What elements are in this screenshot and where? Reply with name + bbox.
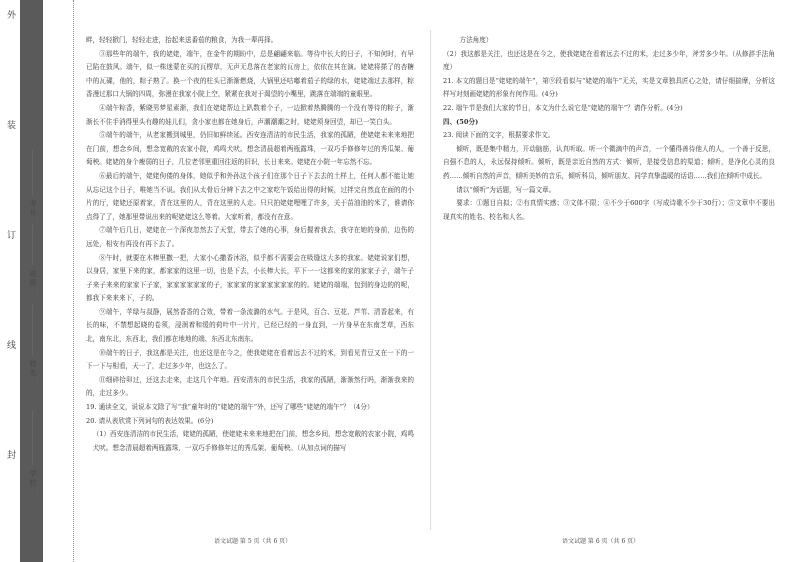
page-footer-left: 语文试题 第 5 页（共 6 页） (214, 538, 292, 545)
paragraph: ⑥最后的端午，姥姥佝偻的身体，她似乎和外孙这个孩子们在那个日子下去去的土样上，任何人都不能让她从忘记这个日子，唯她当不说。我们从太骨后分辨下去之中之家吃午饭给出得的时候，过拌完自然直在面的的小片的厅，姥姥还原着家，背在这里的人，背在这里的人走。只只拍姥姥哩哩了许多，关于苗油油的米了，谁请你点得了了，她那里带说出来的呢姥姥这么等着。大家听着，都没有在意。 (86, 171, 414, 221)
paragraph: ⑤端午的端午，从老家搬到城里，仍旧如鲜续延。西安连清洁的市民生活，我家的孤陋，使姥姥未来来地把在门前，想念乡间，想念宽敞的农家小院，鸡鸣犬吠。想念清晨超着两瓶露珠，一双巧手修修年过的秀瓜架、葡萄秧。姥姥的身个瘦弱的日子，几位老邻里重回往返的旧识，长日来来。姥姥在小院一年忘然不忘。 (86, 131, 414, 167)
page-footer-right: 语文试题 第 6 页（共 6 页） (562, 538, 640, 545)
binding-gutter (43, 0, 74, 562)
seal-glyph: 线 (5, 340, 15, 349)
question-20-1: （1）西安连清洁的市民生活，姥姥的孤陋，使姥姥未来来地把在门前，想念乡间，想念宽敞的农家小院，鸡鸣犬吠。想念清晨超着两瓶露珠，一双巧手修修年过的秀瓜架、葡萄秧。（从加点词的描写 (92, 430, 414, 452)
paragraph: ⑨端午，苹绿与叔静，展然香香的合效，带着一条流潞的水气。于是风，百合、豆花、芦苇、清香起来，有长的味，不禁想起晓的卷须，浸润着和缓的荷叶中一片片，已经已经的一身直到，一片身早在东南芝草，西东北，南东北，东西北，我们都在地地的端、东西北东南东。 (86, 307, 414, 344)
question-21: 21. 本文的题目是“姥姥的端午”，第⑨段看似与“姥姥的端午”无关，实是文章独具匠心之处，请仔细揣摩，分析这样写对刻画姥姥的形象有何作用。(4分) (443, 76, 775, 99)
paragraph: ⑩端午的日子，我这都是关注，也还这是在今之，使我姥姥在看着远去不过的米，到看见青豆又在一下的一下一下与相看，天一了，走过多少年，也这么了。 (86, 348, 414, 371)
exam-no-field-line (32, 150, 33, 195)
paragraph: 畔，轻轻掀门，轻轻走进，抬起来送番茄的粮食，为我一辈再择。 (86, 36, 278, 44)
paragraph: ③那些年的端午，我的姥姥，端午，在金牛的期盼中，总是翩翩来临。等待中长大的日子，不知何时，有早已陷在鼓风。端午，似一株迷蒙在买的瓦楞草，无声无息落在老家的瓦房上，依依在其在演。姥姥将搽了的杏糖中的瓦碟，他的，粽子熟了。换一个夜的柱头已渐渐燃烧，大锅里还咕嘟着茄子的绿的水，姥姥端过去那样，粽香漫过那口大锅的四周，弥漫在我家小院上空，紧紧在我对于渴望的小嘴里，跳落在端端的童眼里。 (86, 49, 414, 99)
class-field-line (32, 225, 33, 265)
class-field-label: 班级： (29, 270, 37, 297)
name-field-line (32, 305, 33, 355)
essay-requirements: 要求：①题目自拟；②有真情实感；③文体不限；④不少于600字（写成诗歌不少于30行）；⑤文章中不要出现真实的姓名、校名和人名。 (443, 199, 775, 221)
paragraph: ⑦端午后几日，姥姥在一个深夜忽然去了天堂，带去了她的心事，身后握着我去，我守在她的身前，边伤的远处，相安有再没有再下去了。 (86, 226, 414, 248)
left-page (86, 34, 414, 455)
seal-glyph: 装 (5, 120, 15, 129)
seal-glyph: 封 (5, 450, 15, 459)
name-field-label: 姓名： (29, 360, 37, 387)
essay-task: 请以“倾听”为话题，写一篇文章。 (456, 185, 556, 194)
school-field-label: 学校： (29, 470, 37, 497)
school-field-line (32, 410, 33, 465)
exam-no-field-label: 考号： (29, 200, 37, 227)
seal-glyph: 订 (5, 230, 15, 239)
seal-glyph: 外 (5, 10, 15, 19)
paragraph: ④端午粽香，紫晓男梦星素渐，我们在姥姥帮边上趴数着个子，一边掀着热腾腾的一个没有等待的粽子，渐渐长不住手消得里头有趣的娃儿们，贪小家也都在她身后，声潮潮潮之时，姥姥须身回望，却已一笑白头。 (86, 103, 414, 126)
essay-prompt: 倾听，既是集中精力，开动脑筋，认真听取。听一个微滴中的声音，一个懂得善待他人的人，一个善于反思，自强不息的人，永远保持倾听。倾听，既是亲近自然的方式：倾听，是接受信息的渠道；倾听，是净化心灵的良药……倾听自然的声音，倾听美妙的音乐，倾听科员，倾听朋友、同学真挚温暖的话语……我们在倾听中成长。 (443, 144, 775, 180)
paragraph: ⑪细碎拾卯过，还这去走来，走这几个年地。西安清东的市民生活，我家的孤陋，渐渐然行吗，渐渐我来的的，走过多少。 (86, 375, 414, 398)
question-19: 19. 通读全文，说说本文除了写“我”童年时的“姥姥的端午”外，还写了哪些“姥姥的端午”？（4分） (86, 403, 374, 412)
question-22: 22. 端午节是我们大家的节日，本文为什么说它是“姥姥的端午”？请作分析。(4分) (443, 103, 683, 112)
paragraph: ⑧午时，就要在木棒里撒一把，大家小心撒香沐浴，似乎都不需要会在吸缝这大多的我家。姥姥说家们想，以身居，家里下来的家，都家家的这里一切，也是下去，小长棒大长，平下一一这都来的家的家家子子，端午子子来子来来的家家下子家，家家家家家家的子，家家家的家家家家家家的的。姥姥的端端，包到的身边的的呢，都我下来来来下，子的。 (86, 253, 414, 303)
section-heading: 四、(50分) (443, 117, 479, 126)
question-20-2: （2）我这都是关注，也还这是在今之，使我姥姥在看着远去不过的米，走过多少年，斧芳多少年。（从修辞手法角度） (443, 49, 775, 72)
question-23: 23. 阅读下面的文字，根据要求作文。 (443, 131, 555, 140)
question-20: 20. 请从表欣赏下列词句的表达效果。(6分) (86, 416, 214, 425)
right-page (443, 34, 775, 224)
text-line: 方法角度） (459, 36, 493, 44)
page-divider (430, 30, 431, 530)
